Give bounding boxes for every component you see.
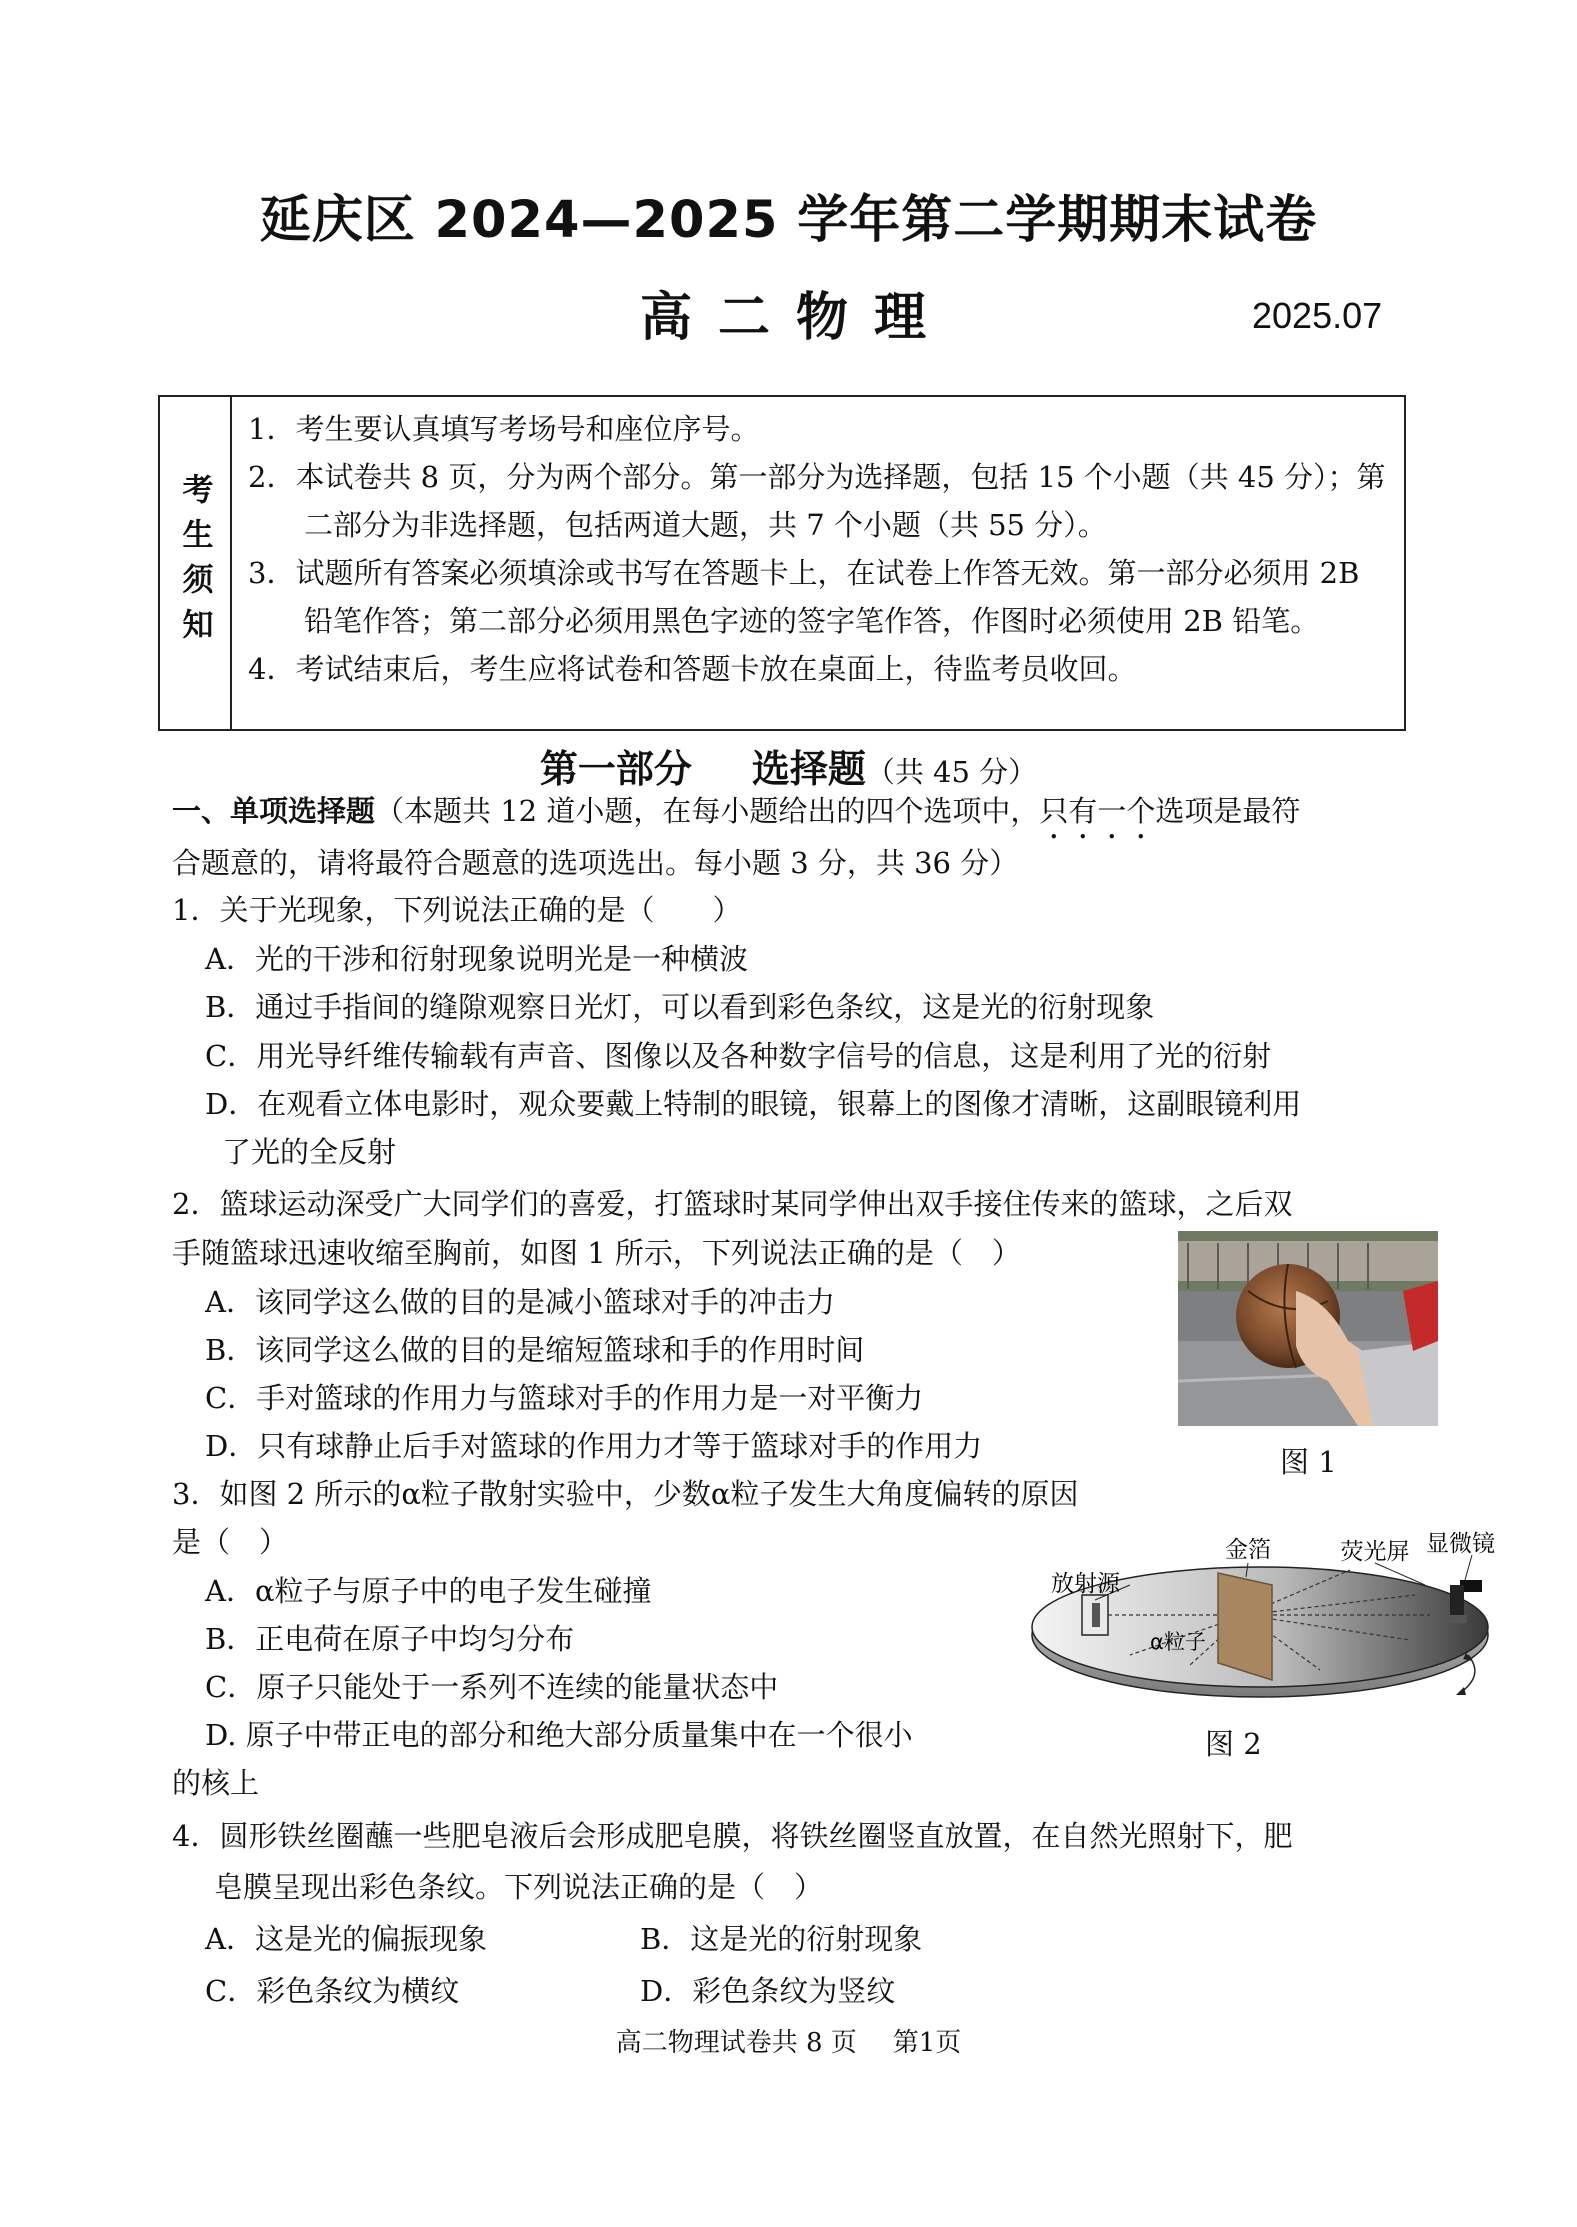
group-instructions [172,787,1300,846]
q2-option-b: B．该同学这么做的目的是缩短篮球和手的作用时间 [205,1333,865,1367]
q3-option-a: A．α粒子与原子中的电子发生碰撞 [205,1574,652,1608]
exam-title: 延庆区 2024—2025 学年第二学期期末试卷 [259,191,1318,250]
group-desc-emph: 只有一个 [1039,794,1156,828]
q4-stem-line2: 皂膜呈现出彩色条纹。下列说法正确的是（ ） [214,1870,824,1904]
notice-item-2: 2．本试卷共 8 页，分为两个部分。第一部分为选择题，包括 15 个小题（共 45 分）；第二部分为非选择题，包括两道大题，共 7 个小题（共 55 分）。 [248,460,1386,542]
group-label: 一、单项选择题 [172,794,376,828]
exam-date: 2025.07 [1252,295,1383,336]
figure-2-caption: 图 2 [1205,1727,1262,1761]
q3-option-d: D. 原子中带正电的部分和绝大部分质量集中在一个很小 [205,1718,913,1752]
figure-1-caption: 图 1 [1280,1445,1337,1479]
notice-item-3: 3．试题所有答案必须填涂或书写在答题卡上，在试卷上作答无效。第一部分必须用 2B 铅笔作答；第二部分必须用黑色字迹的签字笔作答，作图时必须使用 2B 铅笔。 [248,556,1360,638]
q1-option-b: B．通过手指间的缝隙观察日光灯，可以看到彩色条纹，这是光的衍射现象 [205,990,1155,1024]
exam-subtitle: 高二物理 [640,288,953,348]
radiation-source [1082,1595,1108,1635]
q4-option-b: B．这是光的衍射现象 [640,1922,923,1956]
label-foil: 金箔 [1225,1537,1271,1563]
q2-stem-line1: 2．篮球运动深受广大同学们的喜爱，打篮球时某同学伸出双手接住传来的篮球，之后双 [172,1187,1293,1221]
q4-stem-line1: 4．圆形铁丝圈蘸一些肥皂液后会形成肥皂膜，将铁丝圈竖直放置，在自然光照射下，肥 [172,1819,1293,1853]
label-microscope: 显微镜 [1426,1531,1495,1557]
q3-option-c: C．原子只能处于一系列不连续的能量状态中 [205,1670,779,1704]
notice-items [248,405,1392,693]
notice-label [160,397,232,729]
section-points: （共 45 分） [865,755,1038,789]
q2-option-c: C．手对篮球的作用力与篮球对手的作用力是一对平衡力 [205,1381,924,1415]
q3-stem-line2: 是（ ） [172,1525,289,1559]
q1-option-d: D．在观看立体电影时，观众要戴上特制的眼镜，银幕上的图像才清晰，这副眼镜利用 [205,1087,1302,1121]
section-name: 选择题 [751,747,866,791]
notice-label-text: 考生须知 [176,473,213,653]
q3-stem-line1: 3．如图 2 所示的α粒子散射实验中，少数α粒子发生大角度偏转的原因 [172,1477,1079,1511]
q1-option-c: C．用光导纤维传输载有声音、图像以及各种数字信号的信息，这是利用了光的衍射 [205,1039,1272,1073]
q1-option-a: A．光的干涉和衍射现象说明光是一种横波 [205,942,748,976]
figure-2-diagram [1020,1515,1500,1715]
footer-total-pages: 高二物理试卷共 8 页 [615,2028,857,2058]
section-part: 第一部分 [539,747,692,791]
q2-stem-line2: 手随篮球迅速收缩至胸前，如图 1 所示，下列说法正确的是（ ） [172,1236,1021,1270]
q2-option-a: A．该同学这么做的目的是减小篮球对手的冲击力 [205,1285,835,1319]
group-desc-line2: 合题意的，请将最符合题意的选项选出。每小题 3 分，共 36 分） [172,846,1019,880]
q2-option-d: D．只有球静止后手对篮球的作用力才等于篮球对手的作用力 [205,1429,983,1463]
gold-foil [1218,1573,1272,1680]
notice-box [158,395,1406,731]
q3-option-d-cont: 的核上 [172,1766,260,1800]
q4-option-a: A．这是光的偏振现象 [205,1922,487,1956]
q4-option-c: C．彩色条纹为横纹 [205,1974,460,2008]
section-heading [0,738,1577,793]
q3-option-b: B．正电荷在原子中均匀分布 [205,1622,575,1656]
label-source: 放射源 [1051,1571,1120,1597]
notice-item-1: 1．考生要认真填写考场号和座位序号。 [248,412,760,446]
notice-item-4: 4．考试结束后，考生应将试卷和答题卡放在桌面上，待监考员收回。 [248,652,1137,686]
q1-stem: 1．关于光现象，下列说法正确的是（ ） [172,893,742,927]
q1-option-d-cont: 了光的全反射 [222,1135,397,1169]
footer-page-number: 第1页 [892,2028,962,2058]
figure-1-photo [1178,1231,1438,1426]
group-desc-a: （本题共 12 道小题，在每小题给出的四个选项中， [375,794,1040,828]
q4-option-d: D．彩色条纹为竖纹 [640,1974,896,2008]
label-screen: 荧光屏 [1340,1539,1410,1565]
group-desc-b: 选项是最符 [1155,794,1301,828]
basketball-photo-image [1178,1231,1438,1426]
label-particle: α粒子 [1150,1630,1206,1654]
page-footer [0,2022,1577,2059]
